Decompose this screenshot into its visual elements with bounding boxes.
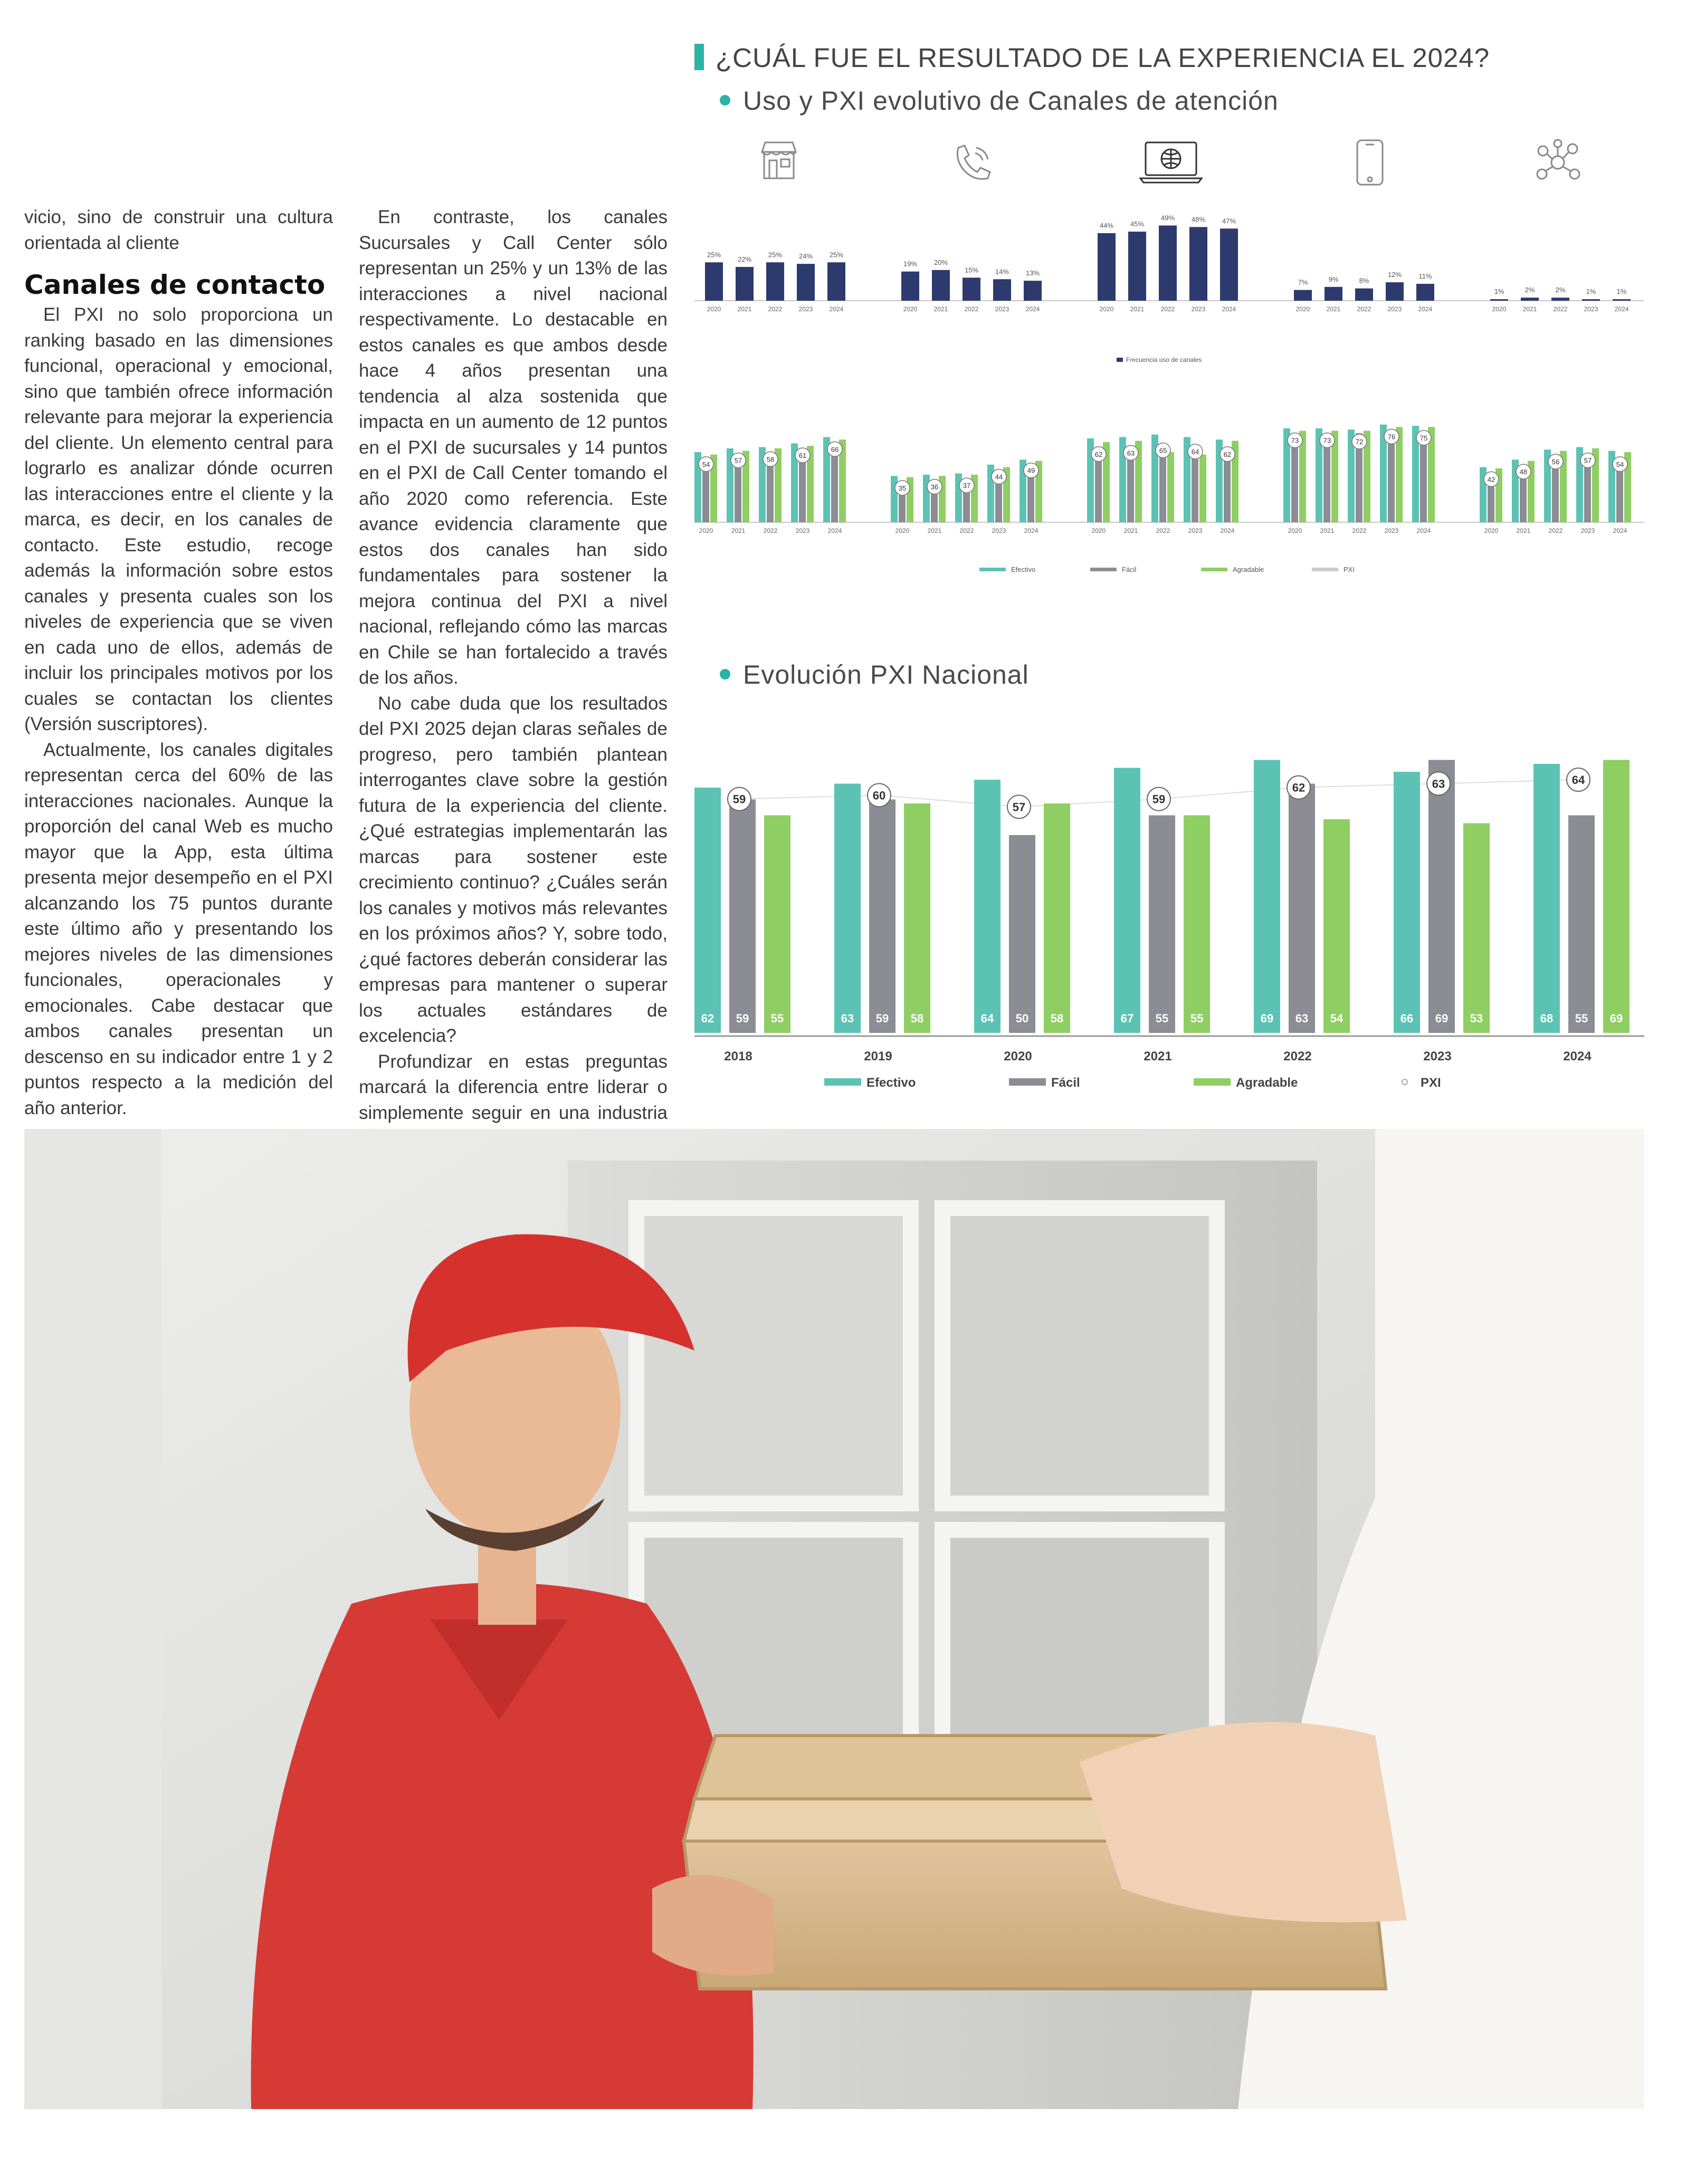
national-pxi-label: 59 [1152,792,1166,806]
national-year-label: 2023 [1423,1049,1452,1064]
channel-year-label: 2022 [1156,527,1170,534]
national-bar-2 [1463,823,1490,1033]
channel-pxi-label: 72 [1355,438,1364,446]
usage-bar [901,272,919,301]
national-bar-0 [1254,760,1280,1033]
national-bar-value: 63 [1295,1012,1309,1025]
usage-year-label: 2024 [1025,305,1040,313]
channel-year-label: 2024 [1220,527,1235,534]
usage-bar [963,277,980,301]
article-column-2 [359,205,668,1152]
usage-value-label: 47% [1222,217,1236,225]
usage-bar [1521,298,1539,301]
national-bar-value: 64 [980,1012,994,1025]
national-legend-swatch [1009,1078,1046,1086]
col2-paragraph-1: En contraste, los canales Sucursales y Call Center sólo representan un 25% y un 13% de las interacciones a nivel nacional respectivamente. Lo destacable en estos canales es que ambos desde hace 4 años presentan una tendencia al alza sostenida que impacta en un aumento de 12 puntos en el PXI de sucursales y 14 puntos en el PXI de Call Center tomando el año 2020 como referencia. Este avance evidencia claramente que estos dos canales han sido fundamentales para sostener la mejora continua del PXI a nivel nacional, reflejando cómo las marcas en Chile se han fortalecido a través de los años. [359,207,668,688]
usage-year-label: 2021 [1326,305,1341,313]
channel-pxi-label: 73 [1291,436,1299,445]
channel-year-label: 2021 [1516,527,1531,534]
usage-year-label: 2021 [933,305,948,313]
national-bar-value: 63 [841,1012,854,1025]
usage-value-label: 44% [1099,222,1114,229]
channel-year-label: 2023 [795,527,810,534]
channel-year-label: 2022 [763,527,778,534]
channel-pxi-label: 56 [1551,458,1560,466]
channel-pxi-label: 62 [1094,450,1103,458]
usage-value-label: 22% [737,255,752,263]
usage-frequency-chart [694,200,1644,375]
national-subtitle-text: Evolución PXI Nacional [743,660,1029,689]
channel-pxi-label: 66 [831,445,839,454]
usage-bar [1613,299,1631,301]
usage-bar [1355,289,1373,301]
usage-bar [1098,233,1116,301]
channel-year-label: 2022 [1548,527,1563,534]
national-pxi-label: 60 [872,789,886,802]
channel-legend-label: Agradable [1233,566,1264,573]
col1-intro: vicio, sino de construir una cultura orientada al cliente [24,207,333,253]
usage-value-label: 9% [1328,275,1339,283]
national-year-label: 2020 [1004,1049,1032,1064]
usage-bar [827,262,845,301]
channel-legend-label: PXI [1344,566,1355,573]
network-icon [1537,140,1579,179]
usage-year-label: 2020 [1295,305,1310,313]
national-bar-value: 59 [736,1012,749,1025]
national-legend-label: PXI [1421,1076,1441,1090]
national-year-label: 2021 [1144,1049,1172,1064]
national-bar-value: 62 [701,1012,714,1025]
channel-pxi-label: 54 [1616,460,1624,468]
channel-year-label: 2022 [959,527,974,534]
usage-bar [705,262,723,301]
national-bar-value: 69 [1435,1012,1449,1025]
channel-year-label: 2024 [827,527,842,534]
national-bar-2 [1044,803,1070,1033]
national-pxi-label: 64 [1571,773,1585,787]
usage-value-label: 11% [1418,272,1432,280]
national-bar-2 [1184,816,1210,1033]
usage-bar [1128,232,1146,301]
usage-year-label: 2020 [1492,305,1507,313]
usage-legend-label: Frecuencia uso de canales [1126,356,1202,363]
national-bar-0 [1394,772,1420,1033]
national-bar-2 [904,803,930,1033]
national-pxi-chart [694,702,1644,1108]
usage-bar [1551,298,1569,301]
channel-year-label: 2021 [1123,527,1138,534]
usage-value-label: 1% [1586,288,1596,296]
delivery-photo [24,1129,1644,2109]
channel-year-label: 2020 [1484,527,1499,534]
channel-pxi-label: 49 [1027,466,1035,475]
usage-year-label: 2022 [1553,305,1568,313]
phone-icon [957,146,990,179]
national-bar-value: 68 [1540,1012,1554,1025]
national-bar-2 [764,816,790,1033]
national-legend-swatch [1194,1078,1231,1086]
usage-value-label: 25% [829,251,844,259]
channel-pxi-label: 37 [963,482,971,490]
national-bar-1 [1009,835,1035,1033]
usage-year-label: 2022 [964,305,979,313]
usage-legend-swatch [1117,358,1123,362]
national-year-label: 2018 [724,1049,752,1064]
usage-bar [1189,227,1207,301]
channel-legend-label: Efectivo [1011,566,1036,573]
usage-year-label: 2023 [1191,305,1206,313]
channel-legend-swatch [979,568,1006,571]
col2-paragraph-2: No cabe duda que los resultados del PXI 2025 dejan claras señales de progreso, pero también plantean interrogantes clave sobre la gestión futura de la experiencia del cliente. ¿Qué estrategias implementarán las marcas para sostener este crecimiento continuo? ¿Cuáles serán los canales y motivos más relevantes en los próximos años? Y, sobre todo, ¿qué factores deberán considerar las empresas para mantener o superar los actuales estándares de excelencia? [359,693,668,1046]
usage-bar [1490,299,1508,301]
col1-paragraph-1: El PXI no solo proporciona un ranking basado en las dimensiones funcional, operacional y emocional, sino que también ofrece información relevante para mejorar la experiencia del cliente. Un elemento central para lograrlo es analizar dónde ocurren las interacciones entre el cliente y la marca, es decir, en los canales de contacto. Este estudio, recoge además la información sobre estos canales y presenta cuales son los niveles de experiencia que se viven en cada uno de ellos, además de incluir los principales motivos por los cuales se contactan los clientes (Versión suscriptores). [24,304,333,734]
channel-pxi-label: 57 [734,456,742,465]
national-bar-value: 50 [1015,1012,1029,1025]
usage-value-label: 25% [707,251,721,259]
channel-bar-agradable [1167,452,1174,522]
store-icon [762,142,796,178]
usage-bar [1159,225,1177,301]
usage-bar [766,262,784,301]
usage-value-label: 19% [903,260,918,268]
channel-year-label: 2021 [927,527,942,534]
national-bar-value: 58 [1050,1012,1064,1025]
national-bar-1 [869,800,895,1033]
usage-bar [932,270,950,301]
section-heading: Canales de contacto [24,270,326,300]
national-bar-0 [1533,764,1560,1033]
channel-pxi-label: 62 [1223,450,1232,458]
channel-year-label: 2024 [1613,527,1627,534]
usage-value-label: 45% [1130,220,1145,228]
infographic-headline [694,42,1490,73]
laptop-web-icon [1140,142,1202,183]
national-bar-value: 55 [1190,1012,1204,1025]
channel-year-label: 2020 [1288,527,1302,534]
national-bar-1 [1149,816,1175,1033]
national-bar-value: 69 [1609,1012,1623,1025]
usage-bar [993,279,1011,301]
channel-bar-agradable [1199,455,1206,522]
usage-bar [797,264,815,301]
channel-year-label: 2024 [1024,527,1038,534]
national-year-label: 2019 [864,1049,892,1064]
channel-year-label: 2023 [1580,527,1595,534]
national-bar-value: 55 [1575,1012,1588,1025]
usage-year-label: 2022 [1160,305,1175,313]
usage-year-label: 2023 [798,305,813,313]
channel-year-label: 2024 [1416,527,1431,534]
channel-year-label: 2023 [992,527,1006,534]
national-legend-swatch [1402,1079,1407,1085]
channel-legend-label: Fácil [1122,566,1137,573]
col1-paragraph-2: Actualmente, los canales digitales representan cerca del 60% de las interacciones nacionales. Aunque la proporción del canal Web es mucho mayor que la App, esta última presenta mejor desempeño en el PXI alcanzando los 75 puntos durante este último año y presentando los mejores niveles de las dimensiones funcionales, operacionales y emocionales. Cabe destacar que ambos canales presentan un descenso en su indicador entre 1 y 2 puntos respecto a la medición del año anterior. [24,739,333,1118]
national-bar-2 [1603,760,1630,1033]
usage-value-label: 49% [1160,214,1175,222]
national-bar-1 [1289,784,1315,1033]
national-bar-1 [1428,760,1455,1033]
channel-year-label: 2020 [1091,527,1106,534]
usage-value-label: 48% [1191,215,1206,224]
channel-pxi-label: 73 [1323,436,1331,445]
national-bar-value: 55 [1155,1012,1169,1025]
usage-bar [1325,287,1342,301]
channel-pxi-label: 61 [798,452,807,460]
usage-year-label: 2020 [1099,305,1114,313]
usage-value-label: 15% [964,266,979,274]
national-year-label: 2022 [1283,1049,1312,1064]
channel-bar-facil [1192,448,1198,522]
national-bar-value: 55 [770,1012,784,1025]
channels-subtitle-text: Uso y PXI evolutivo de Canales de atención [743,86,1279,116]
national-bar-0 [694,788,721,1033]
channel-pxi-label: 76 [1387,433,1396,441]
channel-year-label: 2020 [895,527,910,534]
usage-bar [1294,290,1312,301]
usage-value-label: 13% [1025,269,1040,277]
usage-value-label: 7% [1298,278,1308,286]
national-bar-value: 69 [1260,1012,1274,1025]
national-bar-value: 59 [875,1012,889,1025]
usage-value-label: 14% [995,267,1009,276]
usage-year-label: 2024 [1222,305,1236,313]
channel-year-label: 2022 [1352,527,1367,534]
usage-value-label: 1% [1616,288,1627,296]
usage-value-label: 12% [1387,271,1402,279]
usage-year-label: 2021 [1522,305,1537,313]
usage-year-label: 2022 [1357,305,1371,313]
channel-icons-row [694,132,1644,195]
channel-pxi-label: 36 [930,483,939,491]
national-bar-1 [1568,816,1595,1033]
channels-subtitle [720,85,1279,116]
usage-year-label: 2023 [1584,305,1598,313]
usage-value-label: 8% [1359,276,1369,285]
national-bar-value: 67 [1120,1012,1134,1025]
usage-year-label: 2023 [995,305,1009,313]
channel-legend-swatch [1090,568,1117,571]
usage-year-label: 2024 [1418,305,1433,313]
usage-year-label: 2020 [903,305,918,313]
headline-accent-bar [694,44,704,70]
channel-year-label: 2021 [1320,527,1335,534]
article-column-1 [24,205,333,1121]
channel-year-label: 2020 [699,527,713,534]
channel-pxi-label: 35 [898,484,907,492]
national-legend-label: Fácil [1051,1076,1080,1090]
usage-value-label: 24% [798,252,813,261]
national-legend-swatch [824,1078,861,1086]
channel-pxi-label: 65 [1159,446,1167,455]
subtitle-bullet [720,95,730,106]
national-pxi-label: 63 [1432,777,1445,791]
national-legend-label: Agradable [1236,1076,1298,1090]
channel-pxi-label: 57 [1584,456,1592,465]
usage-bar [1220,228,1238,301]
usage-year-label: 2023 [1387,305,1402,313]
usage-value-label: 25% [768,251,783,259]
national-legend-label: Efectivo [866,1076,916,1090]
channel-pxi-label: 54 [702,460,710,468]
channel-legend-swatch [1312,568,1338,571]
channel-pxi-label: 64 [1191,448,1199,456]
national-subtitle [720,659,1029,690]
usage-year-label: 2022 [768,305,783,313]
national-bar-0 [1114,768,1140,1033]
channel-year-label: 2023 [1188,527,1203,534]
channel-year-label: 2021 [731,527,746,534]
channel-pxi-label: 42 [1487,475,1495,484]
mobile-app-icon [1357,140,1383,185]
channel-pxi-label: 48 [1519,468,1528,476]
channel-pxi-label: 63 [1127,449,1135,457]
usage-bar [736,267,754,301]
subtitle-bullet [720,669,730,679]
national-bar-value: 53 [1470,1012,1483,1025]
usage-year-label: 2024 [829,305,844,313]
usage-year-label: 2024 [1614,305,1629,313]
national-pxi-label: 62 [1292,781,1306,794]
col2-paragraph-3: Profundizar en estas preguntas marcará la diferencia entre liderar o simplemente seguir en una industria [359,1051,668,1123]
channel-pxi-label: 58 [766,455,775,464]
headline-text: ¿CUÁL FUE EL RESULTADO DE LA EXPERIENCIA EL 2024? [716,43,1490,73]
national-bar-1 [729,800,756,1033]
usage-value-label: 2% [1555,286,1566,294]
national-bar-value: 66 [1400,1012,1414,1025]
usage-value-label: 20% [933,258,948,266]
delivery-photo-illustration [24,1129,1644,2109]
national-year-label: 2024 [1563,1049,1592,1064]
channel-pxi-label: 44 [995,473,1003,481]
usage-bar [1024,281,1042,301]
national-pxi-label: 59 [732,792,746,806]
usage-bar [1582,299,1600,301]
usage-bar [1416,284,1434,301]
channel-bar-facil [1159,446,1167,522]
usage-year-label: 2021 [737,305,752,313]
pxi-by-channel-chart [694,380,1644,591]
channel-year-label: 2023 [1384,527,1399,534]
national-bar-value: 58 [910,1012,924,1025]
channel-pxi-label: 75 [1419,434,1428,442]
usage-value-label: 1% [1494,288,1504,296]
national-bar-0 [974,780,1001,1033]
national-bar-0 [834,784,861,1033]
usage-value-label: 2% [1525,286,1535,294]
national-pxi-label: 57 [1012,800,1026,814]
national-bar-value: 54 [1330,1012,1344,1025]
usage-bar [1386,282,1404,301]
usage-year-label: 2021 [1130,305,1145,313]
channel-legend-swatch [1201,568,1227,571]
usage-year-label: 2020 [707,305,721,313]
national-bar-2 [1323,819,1350,1033]
